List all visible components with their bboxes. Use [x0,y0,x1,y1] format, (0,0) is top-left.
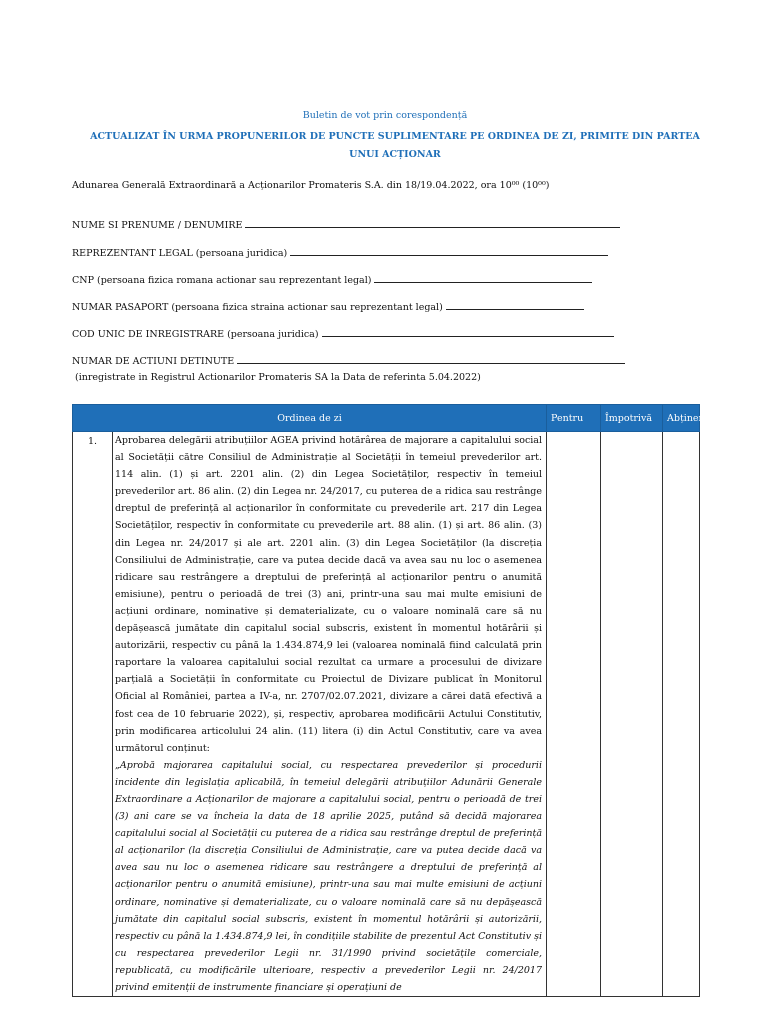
field-shares-blank[interactable] [237,355,625,364]
field-legal-rep [72,247,692,259]
field-passport-label: NUMAR PASAPORT (persoana fizica straina actionar sau reprezentant legal) [72,302,443,313]
meeting-line: Adunarea Generală Extraordinară a Acționarilor Promateris S.A. din 18/19.04.2022, ora 10⁰⁰ (10⁰⁰) [72,180,550,191]
field-passport-blank[interactable] [446,301,584,310]
ballot-subtitle: Buletin de vot prin corespondență [302,110,468,121]
field-cnp-label: CNP (persoana fizica romana actionar sau reprezentant legal) [72,275,372,286]
item-text: Aprobarea delegării atribuțiilor AGEA privind hotărârea de majorare a capitalului social al Societății către Consiliul de Administrație al Societății în temeiul prevederilor art. 114 alin. (1) și art. 2201 alin. (2) din Legea Societăților, respectiv în temeiul prevederilor art. 86 alin. (2) din Legea nr. 24/2017, cu puterea de a ridica sau restrânge dreptul de preferință al acționarilor în conformitate cu prevederile art. 217 din Legea Societăților, respectiv în conformitate cu prevederile art. 88 alin. (1) și art. 86 alin. (3) din Legea nr. 24/2017 și ale art. 2201 alin. (3) din Legea Societăților (la discreția Consiliului de Administrație, care va putea decide dacă va avea sau nu loc o asemenea ridicare sau restrângere a dreptului de preferință al acționarilor pentru o anumită emisiune), pentru o perioadă de trei (3) ani, printr-una sau mai multe emisiuni de acțiuni ordinare, nominative și dematerializate, cu o valoare nominală care să nu depășească jumătate din capitalul social subscris, existent în momentul hotărârii și autorizării, respectiv cu până la 1.434.874,9 lei (valoarea nominală fiind calculată prin raportare la valoarea capitalului social rezultat ca urmare a procesului de divizare parțială a Societății în conformitate cu Proiectul de Divizare publicat în Monitorul Oficial al României, partea a IV-a, nr. 2707/02.07.2021, divizare a cărei dată efectivă a fost cea de 10 februarie 2022), și, respectiv, aprobarea modificării Actului Constitutiv, prin modificarea articolului 24 alin. (11) litera (i) din Actul Constitutiv, care va avea următorul conținut: [115,435,543,754]
voting-table [72,404,709,997]
field-cnp-blank[interactable] [374,274,592,283]
field-shares-label: NUMAR DE ACTIUNI DETINUTE [72,356,235,367]
field-cui-label: COD UNIC DE INREGISTRARE (persoana juridica) [72,329,319,340]
field-name [72,219,692,231]
voting-table-header [73,405,700,432]
shares-note: (inregistrate in Registrul Actionarilor Promateris SA la Data de referinta 5.04.2022) [75,372,481,383]
field-passport [72,301,692,313]
header-against: Împotrivă [601,405,663,432]
field-name-label: NUME SI PRENUME / DENUMIRE [72,220,243,231]
header-agenda: Ordinea de zi [73,405,547,432]
vote-abstain-cell[interactable] [663,432,700,997]
vote-against-cell[interactable] [601,432,663,997]
field-name-blank[interactable] [245,219,620,228]
table-row [73,432,700,997]
item-quote: „Aprobă majorarea capitalului social, cu respectarea prevederilor și procedurii incidente din legislația aplicabilă, în temeiul delegării atribuțiilor Adunării Generale Extraordinare a Acționarilor de majorare a capitalului social, pentru o perioadă de trei (3) ani care se va încheia la data de 18 aprilie 2025, putând să decidă majorarea capitalului social al Societății cu puterea de a ridica sau restrânge dreptul de preferință al acționarilor (la discreția Consiliului de Administrație, care va putea decide dacă va avea sau nu loc o asemenea ridicare sau restrângere a dreptului de preferință al acționarilor pentru o anumită emisiune), printr-una sau mai multe emisiuni de acțiuni ordinare, nominative și dematerializate, cu o valoare nominală care să nu depășească jumătate din capitalul social subscris, existent în momentul hotărârii și autorizării, respectiv cu până la 1.434.874,9 lei, în condițiile stabilite de prezentul Act Constitutiv și cu respectarea prevederilor Legii nr. 31/1990 privind societățile comerciale, republicată, cu modificările ulterioare, respectiv a prevederilor Legii nr. 24/2017 privind emitenții de instrumente financiare și operațiuni de [115,759,543,993]
field-shares [72,355,692,367]
field-legal-rep-blank[interactable] [290,247,608,256]
ballot-title: ACTUALIZAT ÎN URMA PROPUNERILOR DE PUNCTE SUPLIMENTARE PE ORDINEA DE ZI, PRIMITE DIN PARTEA UNUI ACȚIONAR [90,131,700,160]
header-for: Pentru [547,405,601,432]
vote-for-cell[interactable] [547,432,601,997]
item-content [113,432,547,997]
field-legal-rep-label: REPREZENTANT LEGAL (persoana juridica) [72,248,288,259]
header-abstain: Abținere [663,405,700,432]
field-cui-blank[interactable] [322,328,614,337]
field-cnp [72,274,692,286]
item-number: 1. [73,432,113,997]
field-cui [72,328,692,340]
